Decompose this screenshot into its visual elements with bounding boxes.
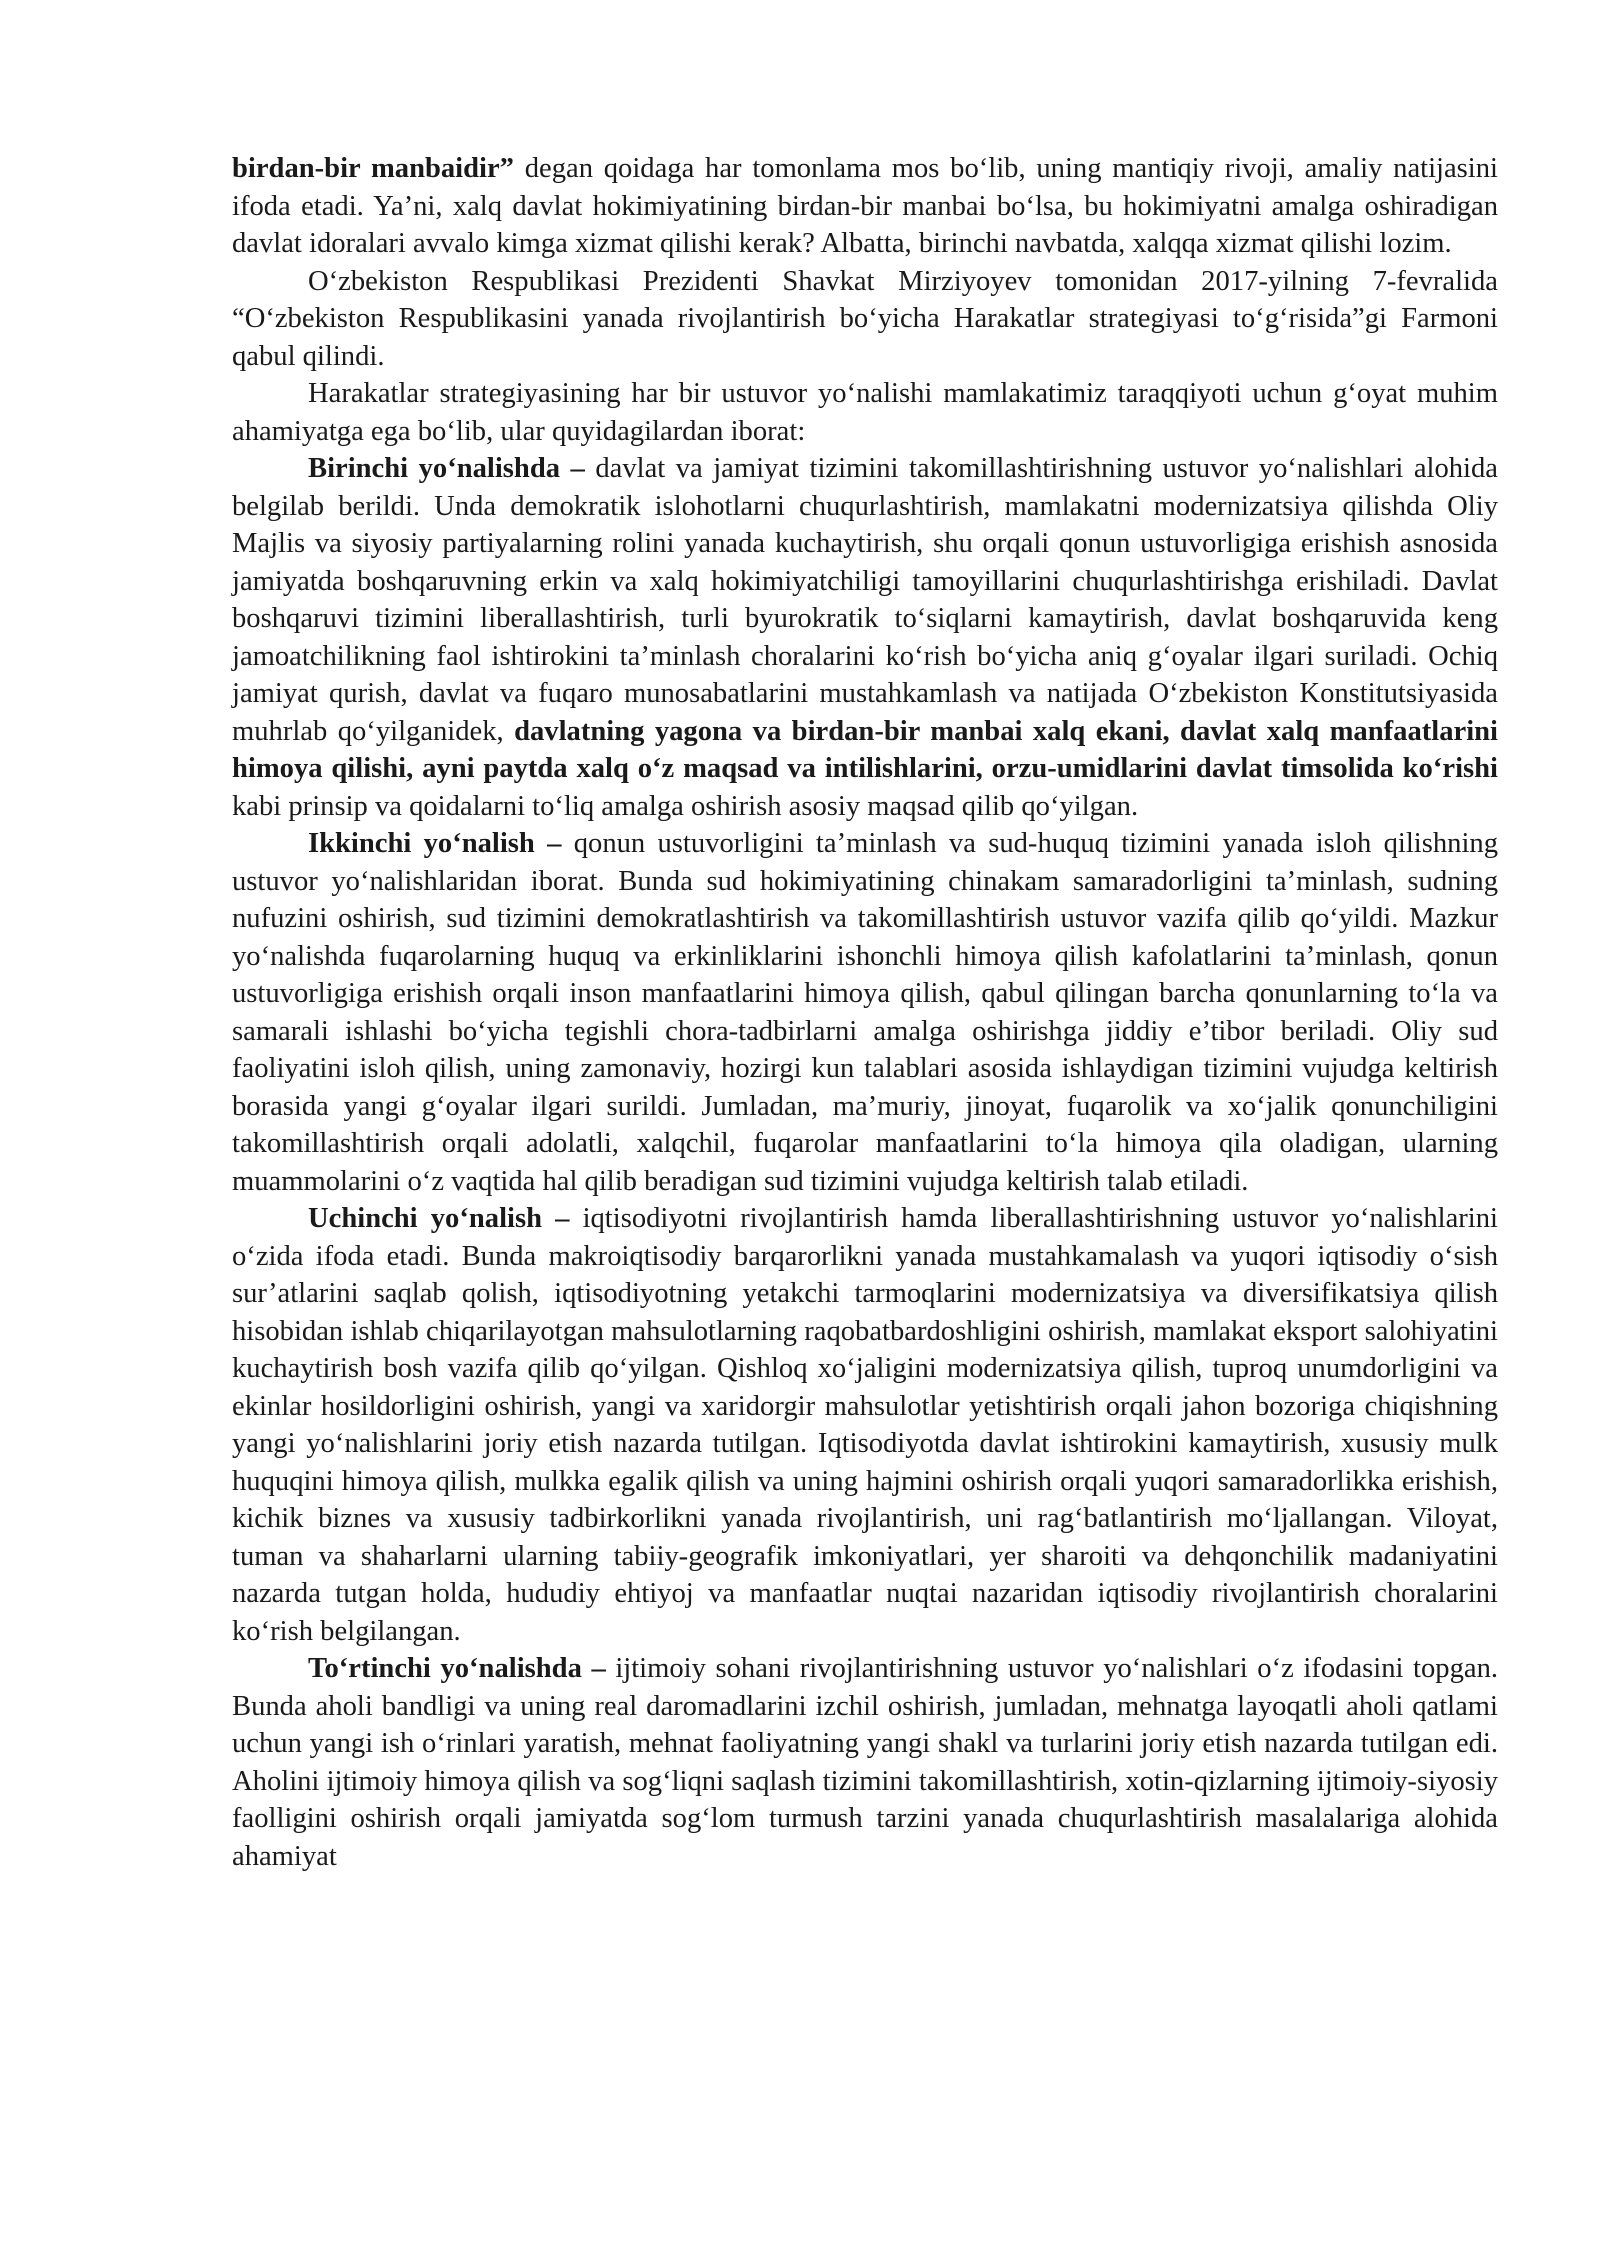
paragraph-text: davlat va jamiyat tizimini takomillashtirishning ustuvor yo‘nalishlari alohida belgilab berildi. Unda demokratik islohotlarni chuqurlashtirish, mamlakatni modernizatsiya qilishda Oliy Majlis va siyosiy partiyalarning rolini yanada kuchaytirish, shu orqali qonun ustuvorligiga erishish asnosida jamiyatda boshqaruvning erkin va xalq hokimiyatchiligi tamoyillarini chuqurlashtirishga erishiladi. Davlat boshqaruvi tizimini liberallashtirish, turli byurokratik to‘siqlarni kamaytirish, davlat boshqaruvida keng jamoatchilikning faol ishtirokini ta’minlash choralarini ko‘rish bo‘yicha aniq g‘oyalar ilgari suriladi. Ochiq jamiyat qurish, davlat va fuqaro munosabatlarini mustahkamlash va natijada O‘zbekiston Konstitutsiyasida muhrlab qo‘yilganidek, [232, 453, 1498, 747]
paragraph-2 [232, 263, 1498, 376]
section-heading: Uchinchi yo‘nalish – [308, 1203, 570, 1234]
paragraph-text: O‘zbekiston Respublikasi Prezidenti Shavkat Mirziyoyev tomonidan 2017-yilning 7-fevralida “O‘zbekiston Respublikasini yanada rivojlantirish bo‘yicha Harakatlar strategiyasi to‘g‘risida”gi Farmoni qabul qilindi. [232, 265, 1498, 372]
paragraph-3 [232, 375, 1498, 450]
paragraph-text: Harakatlar strategiyasining har bir ustuvor yo‘nalishi mamlakatimiz taraqqiyoti uchun g‘oyat muhim ahamiyatga ega bo‘lib, ular quyidagilardan iborat: [232, 378, 1498, 447]
section-heading: Ikkinchi yo‘nalish – [308, 828, 562, 859]
paragraph-text: qonun ustuvorligini ta’minlash va sud-huquq tizimini yanada isloh qilishning ustuvor yo‘nalishlaridan iborat. Bunda sud hokimiyatining chinakam samaradorligini ta’minlash, sudning nufuzini oshirish, sud tizimini demokratlashtirish va takomillashtirish ustuvor vazifa qilib qo‘yildi. Mazkur yo‘nalishda fuqarolarning huquq va erkinliklarini ishonchli himoya qilish kafolatlarini ta’minlash, qonun ustuvorligiga erishish orqali inson manfaatlarini himoya qilish, qabul qilingan barcha qonunlarning to‘la va samarali ishlashi bo‘yicha tegishli chora-tadbirlarni amalga oshirishga jiddiy e’tibor beriladi. Oliy sud faoliyatini isloh qilish, uning zamonaviy, hozirgi kun talablari asosida ishlaydigan tizimini vujudga keltirish borasida yangi g‘oyalar ilgari surildi. Jumladan, ma’muriy, jinoyat, fuqarolik va xo‘jalik qonunchiligini takomillashtirish orqali adolatli, xalqchil, fuqarolar manfaatlarini to‘la himoya qila oladigan, ularning muammolarini o‘z vaqtida hal qilib beradigan sud tizimini vujudga keltirish talab etiladi. [232, 828, 1498, 1197]
paragraph-second-direction [232, 825, 1498, 1200]
paragraph-text: degan qoidaga har tomonlama mos bo‘lib, uning mantiqiy rivoji, amaliy natijasini ifoda etadi. Ya’ni, xalq davlat hokimiyatining birdan-bir manbai bo‘lsa, bu hokimiyatni amalga oshiradigan davlat idoralari avvalo kimga xizmat qilishi kerak? Albatta, birinchi navbatda, xalqqa xizmat qilishi lozim. [232, 153, 1498, 259]
paragraph-fourth-direction [232, 1650, 1498, 1875]
bold-phrase: davlatning yagona va birdan-bir manbai xalq ekani, davlat xalq manfaatlarini himoya qilishi, ayni paytda xalq o‘z maqsad va intilishlarini, orzu-umidlarini davlat timsolida ko‘rishi [232, 715, 1498, 784]
section-heading: To‘rtinchi yo‘nalishda – [308, 1653, 606, 1684]
paragraph-third-direction [232, 1200, 1498, 1650]
paragraph-text: iqtisodiyotni rivojlantirish hamda liberallashtirishning ustuvor yo‘nalishlarini o‘zida ifoda etadi. Bunda makroiqtisodiy barqarorlikni yanada mustahkamalash va yuqori iqtisodiy o‘sish sur’atlarini saqlab qolish, iqtisodiyotning yetakchi tarmoqlarini modernizatsiya va diversifikatsiya qilish hisobidan ishlab chiqarilayotgan mahsulotlarning raqobatbardoshligini oshirish, mamlakat eksport salohiyatini kuchaytirish bosh vazifa qilib qo‘yilgan. Qishloq xo‘jaligini modernizatsiya qilish, tuproq unumdorligini va ekinlar hosildorligini oshirish, yangi va xaridorgir mahsulotlar yetishtirish orqali jahon bozoriga chiqishning yangi yo‘nalishlarini joriy etish nazarda tutilgan. Iqtisodiyotda davlat ishtirokini kamaytirish, xususiy mulk huquqini himoya qilish, mulkka egalik qilish va uning hajmini oshirish orqali yuqori samaradorlikka erishish, kichik biznes va xususiy tadbirkorlikni yanada rivojlantirish, uni rag‘batlantirish mo‘ljallangan. Viloyat, tuman va shaharlarni ularning tabiiy-geografik imkoniyatlari, yer sharoiti va dehqonchilik madaniyatini nazarda tutgan holda, hududiy ehtiyoj va manfaatlar nuqtai nazaridan iqtisodiy rivojlantirish choralarini ko‘rish belgilangan. [232, 1203, 1498, 1647]
paragraph-first-direction [232, 450, 1498, 825]
paragraph-1 [232, 150, 1498, 263]
section-heading: Birinchi yo‘nalishda – [308, 453, 585, 484]
paragraph-text: kabi prinsip va qoidalarni to‘liq amalga oshirish asosiy maqsad qilib qo‘yilgan. [232, 790, 1139, 822]
document-page [232, 150, 1498, 1875]
paragraph-text: ijtimoiy sohani rivojlantirishning ustuvor yo‘nalishlari o‘z ifodasini topgan. Bunda aholi bandligi va uning real daromadlarini izchil oshirish, jumladan, mehnatga layoqatli aholi qatlami uchun yangi ish o‘rinlari yaratish, mehnat faoliyatning yangi shakl va turlarini joriy etish nazarda tutilgan edi. Aholini ijtimoiy himoya qilish va sog‘liqni saqlash tizimini takomillashtirish, xotin-qizlarning ijtimoiy-siyosiy faolligini oshirish orqali jamiyatda sog‘lom turmush tarzini yanada chuqurlashtirish masalalariga alohida ahamiyat [232, 1653, 1499, 1872]
bold-phrase: birdan-bir manbaidir” [232, 153, 514, 184]
